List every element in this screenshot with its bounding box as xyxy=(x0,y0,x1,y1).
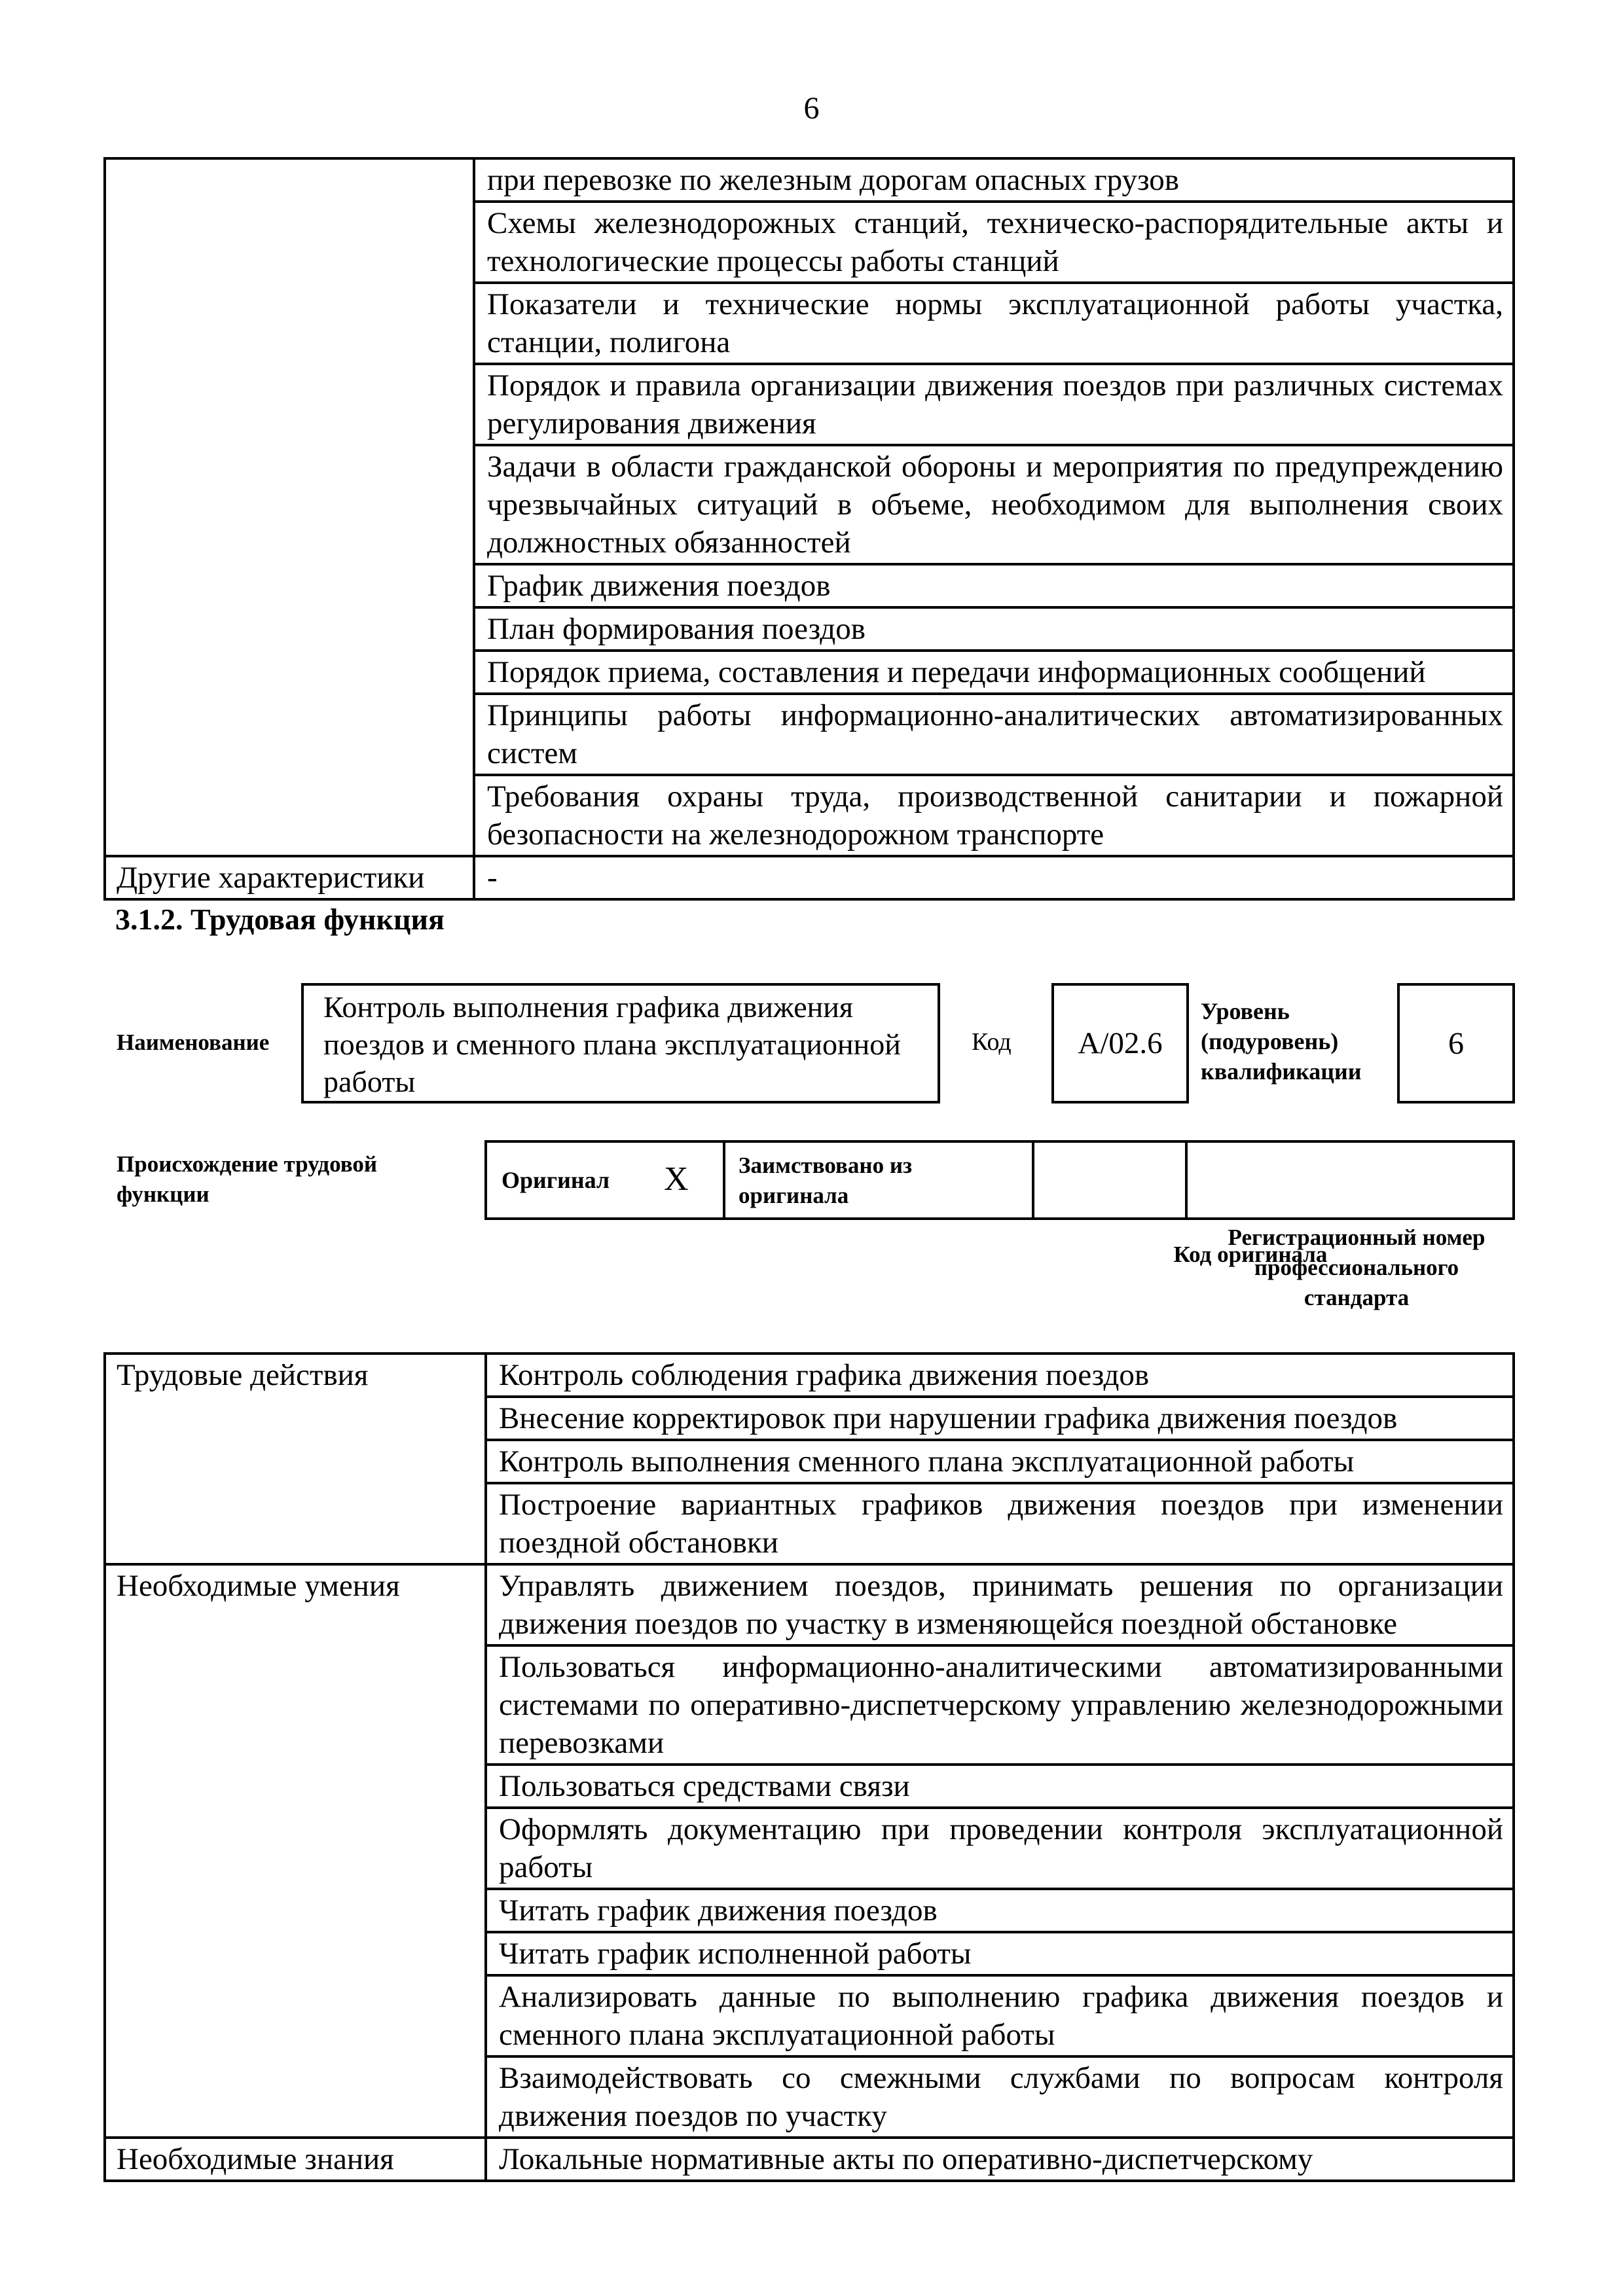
row-item: План формирования поездов xyxy=(474,607,1514,651)
origin-reg-number-cell xyxy=(1188,1143,1512,1217)
section-heading: 3.1.2. Трудовая функция xyxy=(115,903,445,936)
row-item: Читать график движения поездов xyxy=(486,1889,1514,1932)
level-box xyxy=(1397,983,1515,1103)
row-item: Взаимодействовать со смежными службами по вопросам контроля движения поездов по участку xyxy=(486,2056,1514,2138)
row-label: Трудовые действия xyxy=(105,1354,486,1564)
row-item: при перевозке по железным дорогам опасных грузов xyxy=(474,158,1514,202)
table-row xyxy=(105,1354,1514,1397)
borrowed-label: Заимствовано из оригинала xyxy=(739,1153,913,1208)
row-item: Оформлять документацию при проведении контроля эксплуатационной работы xyxy=(486,1808,1514,1889)
row-label: Необходимые знания xyxy=(105,2138,486,2181)
row-item: Пользоваться средствами связи xyxy=(486,1765,1514,1808)
name-label: Наименование xyxy=(117,1030,270,1055)
level-value: 6 xyxy=(1448,1026,1464,1061)
table-row xyxy=(105,2138,1514,2181)
row-item: Внесение корректировок при нарушении графика движения поездов xyxy=(486,1397,1514,1440)
code-original-caption: Код оригинала xyxy=(1173,1242,1328,1267)
row-label: Необходимые умения xyxy=(105,1564,486,2138)
row-item: Контроль выполнения сменного плана эксплуатационной работы xyxy=(486,1440,1514,1483)
row-label: Другие характеристики xyxy=(105,856,474,899)
row-item: Схемы железнодорожных станций, техническо-распорядительные акты и технологические процессы работы станций xyxy=(474,202,1514,283)
origin-table xyxy=(484,1140,1515,1220)
function-code-value: А/02.6 xyxy=(1078,1026,1163,1060)
code-label: Код xyxy=(972,1028,1012,1056)
row-item: Управлять движением поездов, принимать решения по организации движения поездов по участку в изменяющейся поездной обстановке xyxy=(486,1564,1514,1645)
row-item: Задачи в области гражданской обороны и мероприятия по предупреждению чрезвычайных ситуаций в объеме, необходимом для выполнения своих должностных обязанностей xyxy=(474,445,1514,564)
table-row xyxy=(105,158,1514,202)
row-item: Локальные нормативные акты по оперативно-диспетчерскому xyxy=(486,2138,1514,2181)
labor-function-table xyxy=(103,1352,1515,2182)
function-name-value: Контроль выполнения графика движения поездов и сменного плана эксплуатационной работы xyxy=(323,990,901,1098)
row-item: Принципы работы информационно-аналитических автоматизированных систем xyxy=(474,694,1514,775)
origin-label: Происхождение трудовой функции xyxy=(117,1151,378,1207)
table-row xyxy=(105,856,1514,899)
row-label xyxy=(105,158,474,856)
origin-borrowed-cell xyxy=(725,1143,1034,1217)
row-item: Читать график исполненной работы xyxy=(486,1932,1514,1975)
function-code-box xyxy=(1051,983,1189,1103)
row-item: Порядок и правила организации движения поездов при различных системах регулирования движения xyxy=(474,364,1514,445)
row-item: График движения поездов xyxy=(474,564,1514,607)
knowledge-table-continued xyxy=(103,157,1515,901)
row-item: Построение вариантных графиков движения поездов при изменении поездной обстановки xyxy=(486,1483,1514,1564)
origin-original-cell xyxy=(487,1143,725,1217)
row-item: Порядок приема, составления и передачи информационных сообщений xyxy=(474,651,1514,694)
row-item: Контроль соблюдения графика движения поездов xyxy=(486,1354,1514,1397)
level-label: Уровень (подуровень) квалификации xyxy=(1201,998,1362,1085)
original-label: Оригинал xyxy=(501,1167,610,1193)
table-row xyxy=(105,1564,1514,1645)
row-item: Показатели и технические нормы эксплуатационной работы участка, станции, полигона xyxy=(474,283,1514,364)
reg-number-caption: Регистрационный номер профессионального стандарта xyxy=(1228,1225,1486,1310)
row-item: Анализировать данные по выполнению графика движения поездов и сменного плана эксплуатационной работы xyxy=(486,1975,1514,2056)
origin-code-cell xyxy=(1034,1143,1188,1217)
row-item: - xyxy=(474,856,1514,899)
row-item: Требования охраны труда, производственной санитарии и пожарной безопасности на железнодорожном транспорте xyxy=(474,775,1514,856)
original-mark: X xyxy=(664,1160,689,1198)
row-item: Пользоваться информационно-аналитическими автоматизированными системами по оперативно-диспетчерскому управлению железнодорожными перевозками xyxy=(486,1645,1514,1765)
function-name-box xyxy=(301,983,940,1103)
page-number: 6 xyxy=(803,91,820,126)
